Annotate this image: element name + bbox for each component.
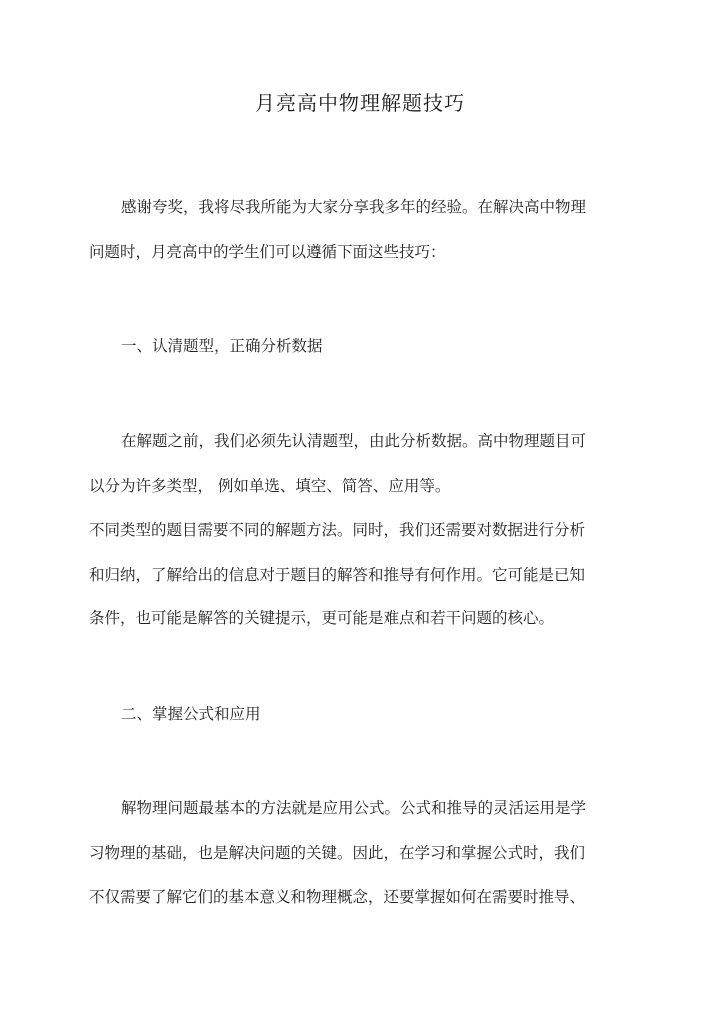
document-title: 月亮高中物理解题技巧: [255, 91, 465, 115]
intro-line-2: 问题时，月亮高中的学生们可以遵循下面这些技巧：: [89, 243, 446, 261]
section1-line-4: 和归纳，了解给出的信息对于题目的解答和推导有何作用。它可能是已知: [89, 566, 586, 584]
intro-line-1: 感谢夸奖，我将尽我所能为大家分享我多年的经验。在解决高中物理: [121, 198, 587, 216]
section2-line-1: 解物理问题最基本的方法就是应用公式。公式和推导的灵活运用是学: [121, 799, 587, 817]
section-heading-2: 二、掌握公式和应用: [121, 705, 261, 723]
section2-line-3: 不仅需要了解它们的基本意义和物理概念，还要掌握如何在需要时推导、: [89, 888, 586, 906]
section1-line-3: 不同类型的题目需要不同的解题方法。同时，我们还需要对数据进行分析: [89, 521, 586, 539]
section1-line-2: 以分为许多类型， 例如单选、填空、简答、应用等。: [89, 477, 451, 495]
section1-line-5: 条件，也可能是解答的关键提示，更可能是难点和若干问题的核心。: [89, 609, 555, 627]
section1-line-1: 在解题之前，我们必须先认清题型，由此分析数据。高中物理题目可: [121, 432, 587, 450]
section-heading-1: 一、认清题型，正确分析数据: [121, 337, 323, 355]
section2-line-2: 习物理的基础，也是解决问题的关键。因此，在学习和掌握公式时，我们: [89, 844, 586, 862]
